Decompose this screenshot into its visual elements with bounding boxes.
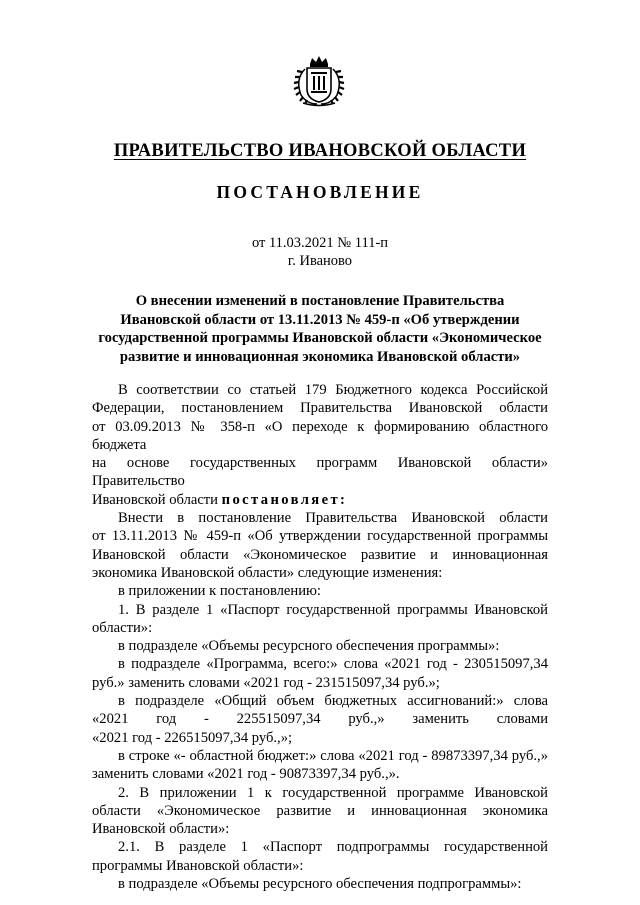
coat-of-arms-icon [290,55,348,107]
body-line: Ивановской области «Экономическое развитие и инновационная [92,546,548,563]
title-line: О внесении изменений в постановление Правительства [135,293,505,309]
body-line: от 03.09.2013 № 358-п «О переходе к формированию областного бюджета [92,418,548,453]
document-date-number: от 11.03.2021 № 111-п [251,235,389,251]
body-line: Ивановской области»: [92,821,230,838]
document-title [92,292,548,366]
body-line: Внести в постановление Правительства Ивановской области [118,510,548,527]
body-line: заменить словами «2021 год - 90873397,34 руб.,». [92,766,400,783]
resolution-word: постановляет: [221,491,348,508]
body-line: в подразделе «Программа, всего:» слова «2021 год - 230515097,34 [118,656,548,673]
body-line: в подразделе «Объемы ресурсного обеспечения подпрограммы»: [118,876,522,893]
body-line: в подразделе «Объемы ресурсного обеспечения программы»: [118,638,500,655]
title-line: государственной программы Ивановской области «Экономическое [98,330,542,346]
body-line: на основе государственных программ Ивановской области» Правительство [92,455,548,490]
body-line: экономика Ивановской области» следующие изменения: [92,564,443,581]
body-line: в строке «- областной бюджет:» слова «2021 год - 89873397,34 руб.,» [118,747,548,764]
title-line: развитие и инновационная экономика Ивановской области» [119,348,521,365]
body-line: «2021 год - 225515097,34 руб.,» заменить словами [92,711,548,728]
title-line: Ивановской области от 13.11.2013 № 459-п «Об утверждении [120,311,520,328]
body-line: Федерации, постановлением Правительства Ивановской области [92,400,548,417]
body-line: от 13.11.2013 № 459-п «Об утверждении государственной программы [92,528,548,545]
body-line: в подразделе «Общий объем бюджетных ассигнований:» слова [118,693,548,710]
body-line: «2021 год - 226515097,34 руб.,»; [92,729,293,746]
body-line-with-resolution [92,491,548,509]
organization-name: ПРАВИТЕЛЬСТВО ИВАНОВСКОЙ ОБЛАСТИ [113,141,527,161]
document-type: ПОСТАНОВЛЕНИЕ [216,182,424,202]
body-line: 1. В разделе 1 «Паспорт государственной программы Ивановской [118,601,548,618]
document-body [92,381,548,893]
body-text: Ивановской области [92,491,222,508]
body-line: программы Ивановской области»: [92,857,304,874]
body-line: 2. В приложении 1 к государственной программе Ивановской [118,784,548,801]
body-line: области»: [92,619,153,636]
body-line: в приложении к постановлению: [118,583,321,600]
body-line: В соответствии со статьей 179 Бюджетного кодекса Российской [118,382,548,398]
body-line: руб.» заменить словами «2021 год - 231515097,34 руб.»; [92,674,440,691]
body-line: области «Экономическое развитие и инновационная экономика [92,802,548,819]
body-line: 2.1. В разделе 1 «Паспорт подпрограммы государственной [118,839,548,856]
document-city: г. Иваново [287,253,353,269]
